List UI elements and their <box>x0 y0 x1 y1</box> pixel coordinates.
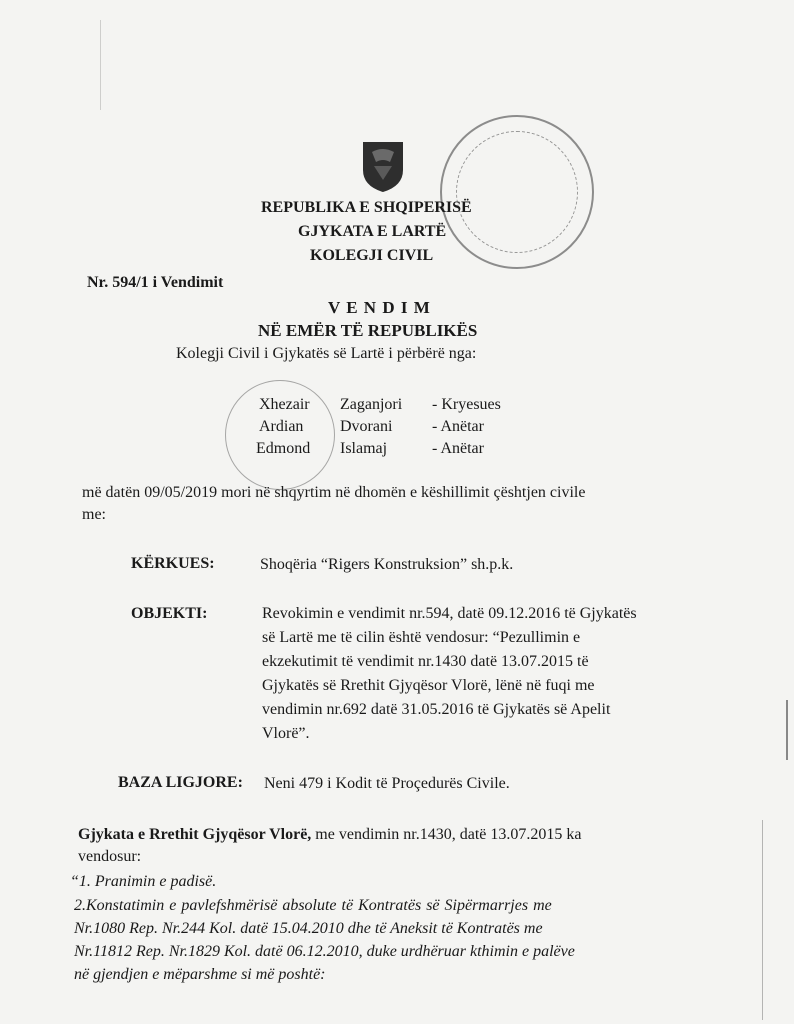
claimant-value: Shoqëria “Rigers Konstruksion” sh.p.k. <box>260 556 514 573</box>
judge-last-name: Dvorani <box>340 418 393 435</box>
composition-intro: Kolegji Civil i Gjykatës së Lartë i përbërë nga: <box>176 345 477 362</box>
object-line: ekzekutimit të vendimit nr.1430 datë 13.07.2015 të <box>262 653 589 670</box>
legal-basis-label: BAZA LIGJORE: <box>118 774 243 791</box>
body-line-1 <box>78 826 581 844</box>
judge-last-name: Zaganjori <box>340 396 403 413</box>
scan-artifact-edge <box>762 820 763 1020</box>
judge-last-name: Islamaj <box>340 440 388 457</box>
coat-of-arms-icon <box>360 140 406 194</box>
judge-first-name: Ardian <box>259 418 304 435</box>
scrollbar-mark <box>786 700 788 760</box>
object-line: Revokimin e vendimit nr.594, datë 09.12.2016 të Gjykatës <box>262 605 637 622</box>
judge-role: - Anëtar <box>432 440 484 457</box>
object-line: Vlorë”. <box>262 725 310 742</box>
header-court: GJYKATA E LARTË <box>298 223 447 240</box>
judge-first-name: Edmond <box>256 440 311 457</box>
decision-title: V E N D I M <box>328 298 431 317</box>
court-name: Gjykata e Rrethit Gjyqësor Vlorë, <box>78 826 312 843</box>
official-seal-stamp <box>440 115 594 269</box>
object-line: së Lartë me të cilin është vendosur: “Pezullimin e <box>262 629 581 646</box>
ruling-item-2-line: Nr.11812 Rep. Nr.1829 Kol. datë 06.12.2010, duke urdhëruar kthimin e palëve <box>74 943 575 960</box>
body-line-1-rest: me vendimin nr.1430, datë 13.07.2015 ka <box>311 826 582 843</box>
judge-role: - Anëtar <box>432 418 484 435</box>
header-college: KOLEGJI CIVIL <box>310 247 434 264</box>
scan-artifact-line <box>100 20 101 110</box>
claimant-label: KËRKUES: <box>131 555 215 572</box>
judge-role: - Kryesues <box>432 396 501 413</box>
ruling-item-2-line: në gjendjen e mëparshme si më poshtë: <box>74 966 326 983</box>
object-label: OBJEKTI: <box>131 605 208 622</box>
header-republic: REPUBLIKA E SHQIPERISË <box>261 199 472 216</box>
object-line: vendimin nr.692 datë 31.05.2016 të Gjykatës së Apelit <box>262 701 611 718</box>
object-line: Gjykatës së Rrethit Gjyqësor Vlorë, lënë në fuqi me <box>262 677 595 694</box>
legal-basis-value: Neni 479 i Kodit të Proçedurës Civile. <box>264 775 510 792</box>
intro-line-2: me: <box>82 506 106 523</box>
decision-number: Nr. 594/1 i Vendimit <box>87 274 224 291</box>
decision-subtitle: NË EMËR TË REPUBLIKËS <box>258 321 478 340</box>
body-line-2: vendosur: <box>78 848 142 865</box>
judge-first-name: Xhezair <box>259 396 310 413</box>
ruling-item-1: “1. Pranimin e padisë. <box>70 873 217 890</box>
ruling-item-2-line: 2.Konstatimin e pavlefshmërisë absolute të Kontratës së Sipërmarrjes me <box>74 897 552 914</box>
intro-line-1: më datën 09/05/2019 mori në shqyrtim në dhomën e këshillimit çështjen civile <box>82 484 586 501</box>
ruling-item-2-line: Nr.1080 Rep. Nr.244 Kol. datë 15.04.2010 dhe të Aneksit të Kontratës me <box>74 920 543 937</box>
